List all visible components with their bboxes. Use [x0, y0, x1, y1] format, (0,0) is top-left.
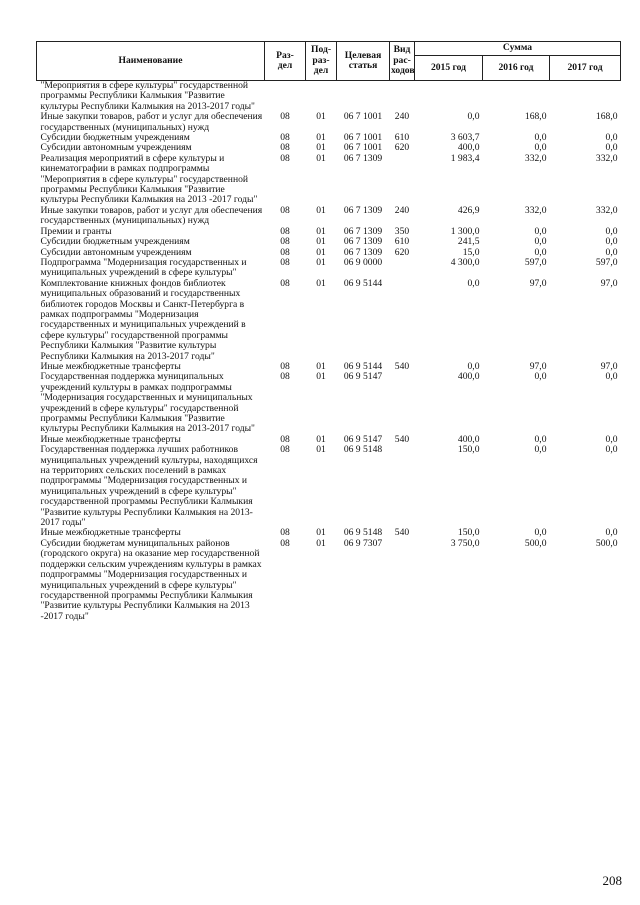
row-section [265, 81, 306, 113]
row-kind [390, 539, 415, 622]
row-2015: 400,0 [457, 433, 480, 445]
row-2017: 0,0 [605, 444, 618, 456]
row-subsection: 01 [316, 537, 326, 549]
row-2016: 500,0 [524, 537, 547, 549]
row-2015: 400,0 [457, 371, 480, 383]
row-2015: 15,0 [462, 246, 480, 258]
row-2015: 4 300,0 [450, 256, 480, 268]
table-row [37, 237, 621, 247]
row-2017: 97,0 [600, 277, 618, 289]
row-kind: 620 [394, 142, 410, 154]
row-kind: 620 [394, 246, 410, 258]
row-target: 06 9 5147 [343, 433, 383, 445]
row-2015: 0,0 [467, 111, 480, 123]
row-section: 08 [280, 152, 290, 164]
row-2017: 0,0 [605, 246, 618, 258]
row-target: 06 9 5148 [343, 527, 383, 539]
table-header [37, 42, 621, 81]
header-sum: Сумма [415, 42, 621, 56]
row-kind [390, 279, 415, 362]
row-2016: 0,0 [534, 444, 547, 456]
row-section: 08 [280, 236, 290, 248]
row-section: 08 [280, 132, 290, 144]
row-kind [390, 154, 415, 206]
table-row [37, 81, 621, 113]
row-2016: 0,0 [534, 246, 547, 258]
page-number: 208 [602, 873, 622, 888]
row-name: Государственная поддержка муниципальных учреждений культуры в рамках подпрограммы "Модернизация государственных и муниципальных учреждений в сфере культуры" государственной программы Республики Калмыкия "Развитие культуры Республики Калмыкия на 2013-2017 годы" [40, 371, 255, 435]
row-2015: 400,0 [457, 142, 480, 154]
row-2015: 0,0 [467, 360, 480, 372]
row-kind: 610 [394, 236, 410, 248]
row-target: 06 9 5147 [343, 371, 383, 383]
row-2017: 332,0 [595, 152, 618, 164]
row-2017: 97,0 [600, 360, 618, 372]
row-name: Субсидии бюджетным учреждениям [40, 132, 190, 144]
row-subsection: 01 [316, 246, 326, 258]
row-section: 08 [280, 360, 290, 372]
header-2015: 2015 год [415, 56, 483, 81]
row-section: 08 [280, 433, 290, 445]
row-subsection [306, 81, 337, 113]
row-2015: 3 603,7 [450, 132, 480, 144]
row-section: 08 [280, 142, 290, 154]
budget-table [36, 41, 621, 622]
row-subsection: 01 [316, 111, 326, 123]
row-2017: 500,0 [595, 537, 618, 549]
row-kind [390, 81, 415, 113]
table-row [37, 372, 621, 434]
row-subsection: 01 [316, 152, 326, 164]
row-section: 08 [280, 111, 290, 123]
row-kind: 350 [394, 225, 410, 237]
row-2016 [483, 81, 550, 113]
row-2016: 0,0 [534, 225, 547, 237]
row-name: Субсидии автономным учреждениям [40, 246, 192, 258]
row-2016: 597,0 [524, 256, 547, 268]
row-subsection: 01 [316, 204, 326, 216]
row-kind: 540 [394, 527, 410, 539]
row-target: 06 7 1309 [343, 246, 383, 258]
row-kind: 610 [394, 132, 410, 144]
table-row [37, 445, 621, 528]
row-2016: 0,0 [534, 371, 547, 383]
row-target: 06 9 5144 [343, 360, 383, 372]
table-row [37, 539, 621, 622]
row-2016: 0,0 [534, 142, 547, 154]
row-section: 08 [280, 537, 290, 549]
row-kind [390, 258, 415, 279]
row-2015: 3 750,0 [450, 537, 480, 549]
row-2016: 0,0 [534, 132, 547, 144]
table-row [37, 154, 621, 206]
row-subsection: 01 [316, 433, 326, 445]
row-name: Государственная поддержка лучших работников муниципальных учреждений культуры, находящихся на территориях сельских поселений в рамках подпрограммы "Модернизация государственных и муниципальных учреждений в сфере культуры" государственной программы Республики Калмыкия "Развитие культуры Республики Калмыкия на 2013-2017 годы" [40, 444, 258, 529]
row-name: Иные межбюджетные трансферты [40, 527, 181, 539]
row-2016: 332,0 [524, 204, 547, 216]
row-subsection: 01 [316, 360, 326, 372]
row-section: 08 [280, 225, 290, 237]
row-subsection: 01 [316, 527, 326, 539]
row-name: Субсидии бюджетам муниципальных районов (городского округа) на оказание мер государственной поддержки сельским учреждениям культуры в рамках подпрограммы "Модернизация государственных и муниципальных учреждений в сфере культуры" государственной программы Республики Калмыкия "Развитие культуры Республики Калмыкия на 2013 -2017 годы" [40, 537, 262, 622]
row-name: Премии и гранты [40, 225, 112, 237]
row-kind: 240 [394, 204, 410, 216]
row-target: 06 7 1001 [343, 132, 383, 144]
row-kind: 240 [394, 111, 410, 123]
row-2017: 0,0 [605, 225, 618, 237]
row-target: 06 9 5148 [343, 444, 383, 456]
row-target: 06 7 1001 [343, 111, 383, 123]
row-2015: 1 300,0 [450, 225, 480, 237]
header-kind: Вид рас- ходов [390, 42, 415, 81]
row-section: 08 [280, 246, 290, 258]
row-2016: 332,0 [524, 152, 547, 164]
table-body [37, 81, 621, 623]
header-2017: 2017 год [550, 56, 621, 81]
row-target: 06 7 1001 [343, 142, 383, 154]
header-section: Раз- дел [265, 42, 306, 81]
row-kind [390, 445, 415, 528]
row-2017: 597,0 [595, 256, 618, 268]
row-kind: 540 [394, 360, 410, 372]
row-target: 06 7 1309 [343, 236, 383, 248]
row-2015: 150,0 [457, 527, 480, 539]
row-2017: 332,0 [595, 204, 618, 216]
row-2015: 150,0 [457, 444, 480, 456]
row-2016: 0,0 [534, 527, 547, 539]
row-section: 08 [280, 527, 290, 539]
row-2016: 0,0 [534, 236, 547, 248]
row-target [337, 81, 390, 113]
row-section: 08 [280, 256, 290, 268]
row-2017: 168,0 [595, 111, 618, 123]
row-target: 06 7 1309 [343, 204, 383, 216]
row-2017: 0,0 [605, 142, 618, 154]
row-name: Иные закупки товаров, работ и услуг для обеспечения государственных (муниципальных) нужд [40, 111, 263, 133]
row-2015 [415, 81, 483, 113]
header-2016: 2016 год [483, 56, 550, 81]
row-2017: 0,0 [605, 236, 618, 248]
row-section: 08 [280, 371, 290, 383]
row-2017: 0,0 [605, 527, 618, 539]
row-subsection: 01 [316, 256, 326, 268]
row-name: Иные закупки товаров, работ и услуг для обеспечения государственных (муниципальных) нужд [40, 204, 263, 227]
row-2015: 241,5 [457, 236, 480, 248]
row-section: 08 [280, 204, 290, 216]
row-name: Реализация мероприятий в сфере культуры и кинематографии в рамках подпрограммы "Мероприятия в сфере культуры" государственной программы Республики Калмыкия "Развитие культуры Республики Калмыкия на 2013 -2017 годы" [40, 152, 258, 206]
row-2016: 97,0 [529, 360, 547, 372]
row-name: Иные межбюджетные трансферты [40, 433, 181, 445]
row-2016: 168,0 [524, 111, 547, 123]
row-subsection: 01 [316, 236, 326, 248]
row-2017: 0,0 [605, 132, 618, 144]
row-subsection: 01 [316, 444, 326, 456]
row-2015: 1 983,4 [450, 152, 480, 164]
header-subsection: Под- раз- дел [306, 42, 337, 81]
budget-table-page [36, 41, 620, 622]
table-row [37, 279, 621, 362]
row-2017 [550, 81, 621, 113]
row-kind: 540 [394, 433, 410, 445]
row-name: Подпрограмма "Модернизация государственных и муниципальных учреждений в сфере культуры" [40, 256, 247, 279]
row-target: 06 7 1309 [343, 152, 383, 164]
row-subsection: 01 [316, 371, 326, 383]
row-target: 06 7 1309 [343, 225, 383, 237]
row-target: 06 9 7307 [343, 537, 383, 549]
row-2017: 0,0 [605, 433, 618, 445]
row-name: "Мероприятия в сфере культуры" государственной программы Республики Калмыкия "Развитие культуры Республики Калмыкия на 2013-2017 годы" [40, 80, 255, 112]
header-target: Целевая статья [337, 42, 390, 81]
row-subsection: 01 [316, 277, 326, 289]
table-row [37, 258, 621, 279]
row-name: Субсидии автономным учреждениям [40, 142, 192, 154]
row-section: 08 [280, 444, 290, 456]
row-subsection: 01 [316, 142, 326, 154]
header-name: Наименование [37, 42, 265, 81]
table-row [37, 206, 621, 227]
row-2015: 0,0 [467, 277, 480, 289]
row-section: 08 [280, 277, 290, 289]
row-name: Иные межбюджетные трансферты [40, 360, 181, 372]
row-target: 06 9 0000 [343, 256, 383, 268]
row-2015: 426,9 [457, 204, 480, 216]
row-name: Комплектование книжных фондов библиотек муниципальных образований и государственных библиотек городов Москвы и Санкт-Петербурга в рамках подпрограммы "Модернизация государственных и муниципальных учреждений в сфере культуры" государственной программы Республики Калмыкия "Развитие культуры Республики Калмыкия на 2013-2017 годы" [40, 277, 246, 362]
row-target: 06 9 5144 [343, 277, 383, 289]
table-row [37, 112, 621, 133]
row-name: Субсидии бюджетным учреждениям [40, 236, 190, 248]
row-subsection: 01 [316, 225, 326, 237]
row-2017: 0,0 [605, 371, 618, 383]
row-subsection: 01 [316, 132, 326, 144]
row-2016: 0,0 [534, 433, 547, 445]
row-2016: 97,0 [529, 277, 547, 289]
row-kind [390, 372, 415, 434]
